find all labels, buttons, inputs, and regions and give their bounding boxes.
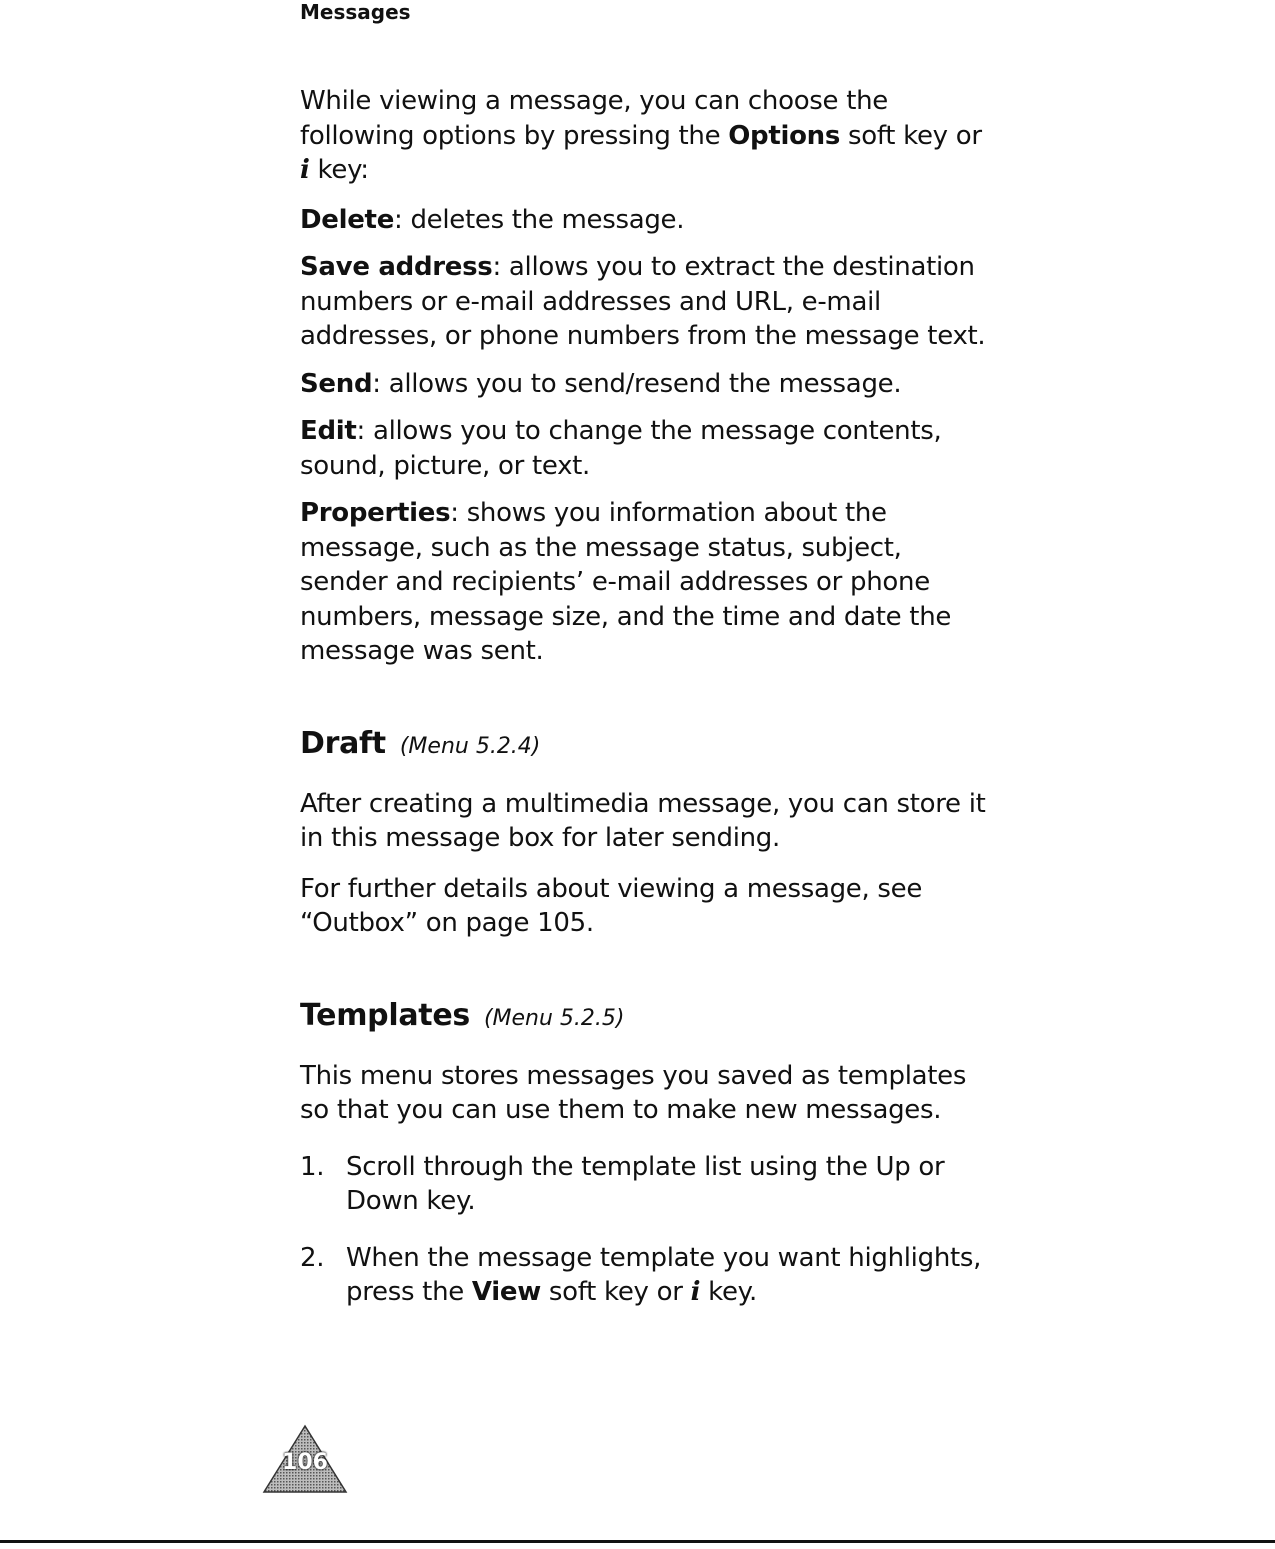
draft-heading: [300, 724, 990, 767]
step-text-mid: soft key or: [540, 1277, 691, 1307]
draft-menu-ref: (Menu 5.2.4): [399, 733, 541, 759]
step-item: [300, 1241, 990, 1310]
templates-steps: [300, 1150, 990, 1310]
option-term: Properties: [300, 498, 451, 528]
intro-text-mid: soft key or: [840, 120, 982, 151]
templates-menu-ref: (Menu 5.2.5): [483, 1005, 625, 1031]
step-text: Scroll through the template list using the Up or Down key.: [346, 1151, 945, 1216]
step-text-end: key.: [700, 1277, 757, 1307]
draft-paragraph-1: After creating a multimedia message, you can store it in this message box for later sending.: [300, 788, 986, 853]
option-desc: : deletes the message.: [394, 204, 685, 235]
step-number: 1.: [300, 1151, 325, 1182]
option-term: Send: [300, 368, 373, 399]
option-desc: : allows you to send/resend the message.: [372, 368, 902, 399]
templates-heading: [300, 996, 990, 1039]
option-edit: [300, 414, 990, 483]
i-key-icon: i: [300, 155, 310, 185]
templates-paragraph: This menu stores messages you saved as templates so that you can use them to make new messages.: [300, 1060, 967, 1125]
option-delete: [300, 203, 990, 238]
running-header: Messages: [300, 0, 411, 24]
option-save-address: [300, 250, 990, 354]
intro-text: While viewing a message, you can choose the following options by pressing the: [300, 86, 888, 151]
templates-title: Templates: [300, 997, 470, 1033]
bottom-rule: [0, 1540, 1275, 1543]
options-softkey-label: Options: [728, 120, 841, 151]
page-number: 106: [282, 1450, 328, 1475]
i-key-icon: i: [690, 1277, 701, 1307]
options-intro: [300, 84, 990, 188]
option-term: Edit: [300, 416, 357, 446]
option-desc: : allows you to change the message contents, sound, picture, or text.: [300, 416, 942, 481]
draft-paragraph-2: For further details about viewing a message, see “Outbox” on page 105.: [300, 873, 923, 938]
intro-text-end: key:: [309, 155, 369, 185]
option-properties: [300, 496, 990, 669]
option-term: Delete: [300, 204, 395, 235]
step-item: [300, 1150, 990, 1219]
page-content: [300, 84, 990, 1332]
option-send: [300, 367, 990, 402]
step-text: When the message template you want highlights, press the: [346, 1242, 982, 1307]
option-desc: : shows you information about the message, such as the message status, subject, sender and recipients’ e-mail addresses or phone numbers, message size, and the time and date the message was sent.: [300, 498, 952, 666]
view-softkey-label: View: [471, 1277, 541, 1307]
option-desc: : allows you to extract the destination numbers or e-mail addresses and URL, e-mail addresses, or phone numbers from the message text.: [300, 252, 986, 351]
step-number: 2.: [300, 1242, 325, 1273]
draft-title: Draft: [300, 725, 386, 761]
option-term: Save address: [300, 252, 493, 282]
